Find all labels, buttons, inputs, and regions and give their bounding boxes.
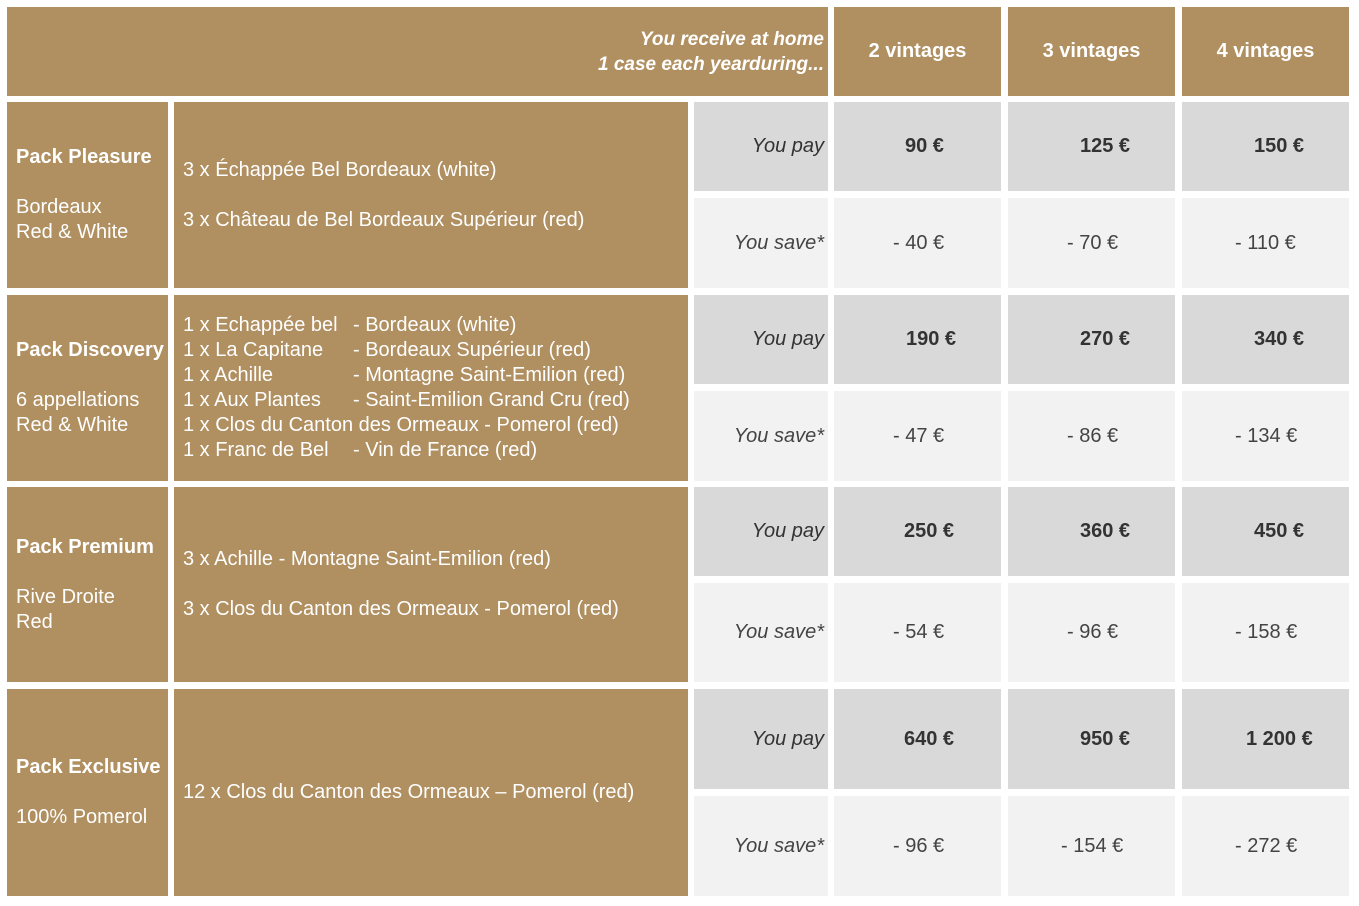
- content-line: [183, 363, 688, 388]
- header-3-vintages: 3 vintages: [1008, 7, 1175, 96]
- save-4-vintages: - 272 €: [1182, 796, 1349, 896]
- save-4-vintages: - 134 €: [1182, 391, 1349, 481]
- content-line: [183, 338, 688, 363]
- content-line: 3 x Clos du Canton des Ormeaux - Pomerol (red): [183, 598, 619, 620]
- save-2-vintages: - 47 €: [834, 391, 1001, 481]
- pack-pleasure-contents: [174, 102, 688, 288]
- pack-exclusive-name: [7, 689, 168, 896]
- pack-title: Pack Exclusive: [16, 756, 161, 778]
- pay-2-vintages: 640 €: [834, 689, 1001, 789]
- content-line: 3 x Château de Bel Bordeaux Supérieur (red): [183, 208, 585, 231]
- save-3-vintages: - 154 €: [1008, 796, 1175, 896]
- pack-subtitle: Bordeaux Red & White: [16, 196, 129, 243]
- content-line: [183, 313, 688, 338]
- save-4-vintages: - 110 €: [1182, 198, 1349, 288]
- pack-exclusive-contents: [174, 689, 688, 896]
- save-2-vintages: - 54 €: [834, 583, 1001, 682]
- content-line: [183, 388, 688, 413]
- wine-appellation: - Vin de France (red): [353, 439, 538, 461]
- pay-4-vintages: 340 €: [1182, 295, 1349, 384]
- pack-discovery-name: [7, 295, 168, 481]
- you-pay-label: You pay: [694, 487, 828, 576]
- wine-appellation: - Bordeaux Supérieur (red): [353, 339, 591, 361]
- pay-3-vintages: 360 €: [1008, 487, 1175, 576]
- pack-title: Pack Pleasure: [16, 146, 152, 168]
- you-save-label: You save*: [694, 391, 828, 481]
- wine-name: 1 x Aux Plantes: [183, 389, 321, 411]
- wine-appellation: - Bordeaux (white): [353, 314, 517, 336]
- header-4-vintages: 4 vintages: [1182, 7, 1349, 96]
- save-3-vintages: - 86 €: [1008, 391, 1175, 481]
- content-line: 12 x Clos du Canton des Ormeaux – Pomerol (red): [183, 781, 635, 803]
- content-line: [183, 413, 688, 438]
- pay-4-vintages: 1 200 €: [1182, 689, 1349, 789]
- pack-discovery-contents: [174, 295, 688, 481]
- content-line: 3 x Achille - Montagne Saint-Emilion (red): [183, 548, 551, 570]
- pay-3-vintages: 950 €: [1008, 689, 1175, 789]
- save-3-vintages: - 70 €: [1008, 198, 1175, 288]
- you-pay-label: You pay: [694, 295, 828, 384]
- header-2-vintages: 2 vintages: [834, 7, 1001, 96]
- wine-name: 1 x Achille: [183, 364, 274, 386]
- you-save-label: You save*: [694, 583, 828, 682]
- you-pay-label: You pay: [694, 689, 828, 789]
- wine-name: 1 x Echappée bel: [183, 314, 338, 336]
- pack-subtitle: 6 appellations Red & White: [16, 389, 140, 436]
- pack-premium-name: [7, 487, 168, 682]
- header-intro: [7, 7, 828, 96]
- save-2-vintages: - 40 €: [834, 198, 1001, 288]
- pay-4-vintages: 450 €: [1182, 487, 1349, 576]
- save-3-vintages: - 96 €: [1008, 583, 1175, 682]
- header-intro-line2: 1 case each yearduring...: [597, 53, 824, 75]
- pack-subtitle: Rive Droite Red: [16, 585, 115, 633]
- pay-2-vintages: 90 €: [834, 102, 1001, 191]
- pay-2-vintages: 250 €: [834, 487, 1001, 576]
- wine-appellation: - Saint-Emilion Grand Cru (red): [353, 389, 630, 411]
- wine-name: 1 x Franc de Bel: [183, 439, 329, 461]
- pay-2-vintages: 190 €: [834, 295, 1001, 384]
- pay-3-vintages: 125 €: [1008, 102, 1175, 191]
- save-4-vintages: - 158 €: [1182, 583, 1349, 682]
- pack-pleasure-name: [7, 102, 168, 288]
- wine-name: 1 x La Capitane: [183, 339, 324, 361]
- pack-premium-contents: [174, 487, 688, 682]
- content-line: 3 x Échappée Bel Bordeaux (white): [183, 158, 497, 181]
- pack-title: Pack Premium: [16, 535, 154, 558]
- you-save-label: You save*: [694, 198, 828, 288]
- pack-title: Pack Discovery: [16, 339, 164, 361]
- content-line: [183, 438, 688, 463]
- header-intro-line1: You receive at home: [639, 28, 824, 50]
- wine-name: 1 x Clos du Canton des Ormeaux - Pomerol (red): [183, 414, 619, 436]
- you-pay-label: You pay: [694, 102, 828, 191]
- pay-3-vintages: 270 €: [1008, 295, 1175, 384]
- wine-appellation: - Montagne Saint-Emilion (red): [353, 364, 626, 386]
- save-2-vintages: - 96 €: [834, 796, 1001, 896]
- pack-subtitle: 100% Pomerol: [16, 806, 148, 828]
- pay-4-vintages: 150 €: [1182, 102, 1349, 191]
- you-save-label: You save*: [694, 796, 828, 896]
